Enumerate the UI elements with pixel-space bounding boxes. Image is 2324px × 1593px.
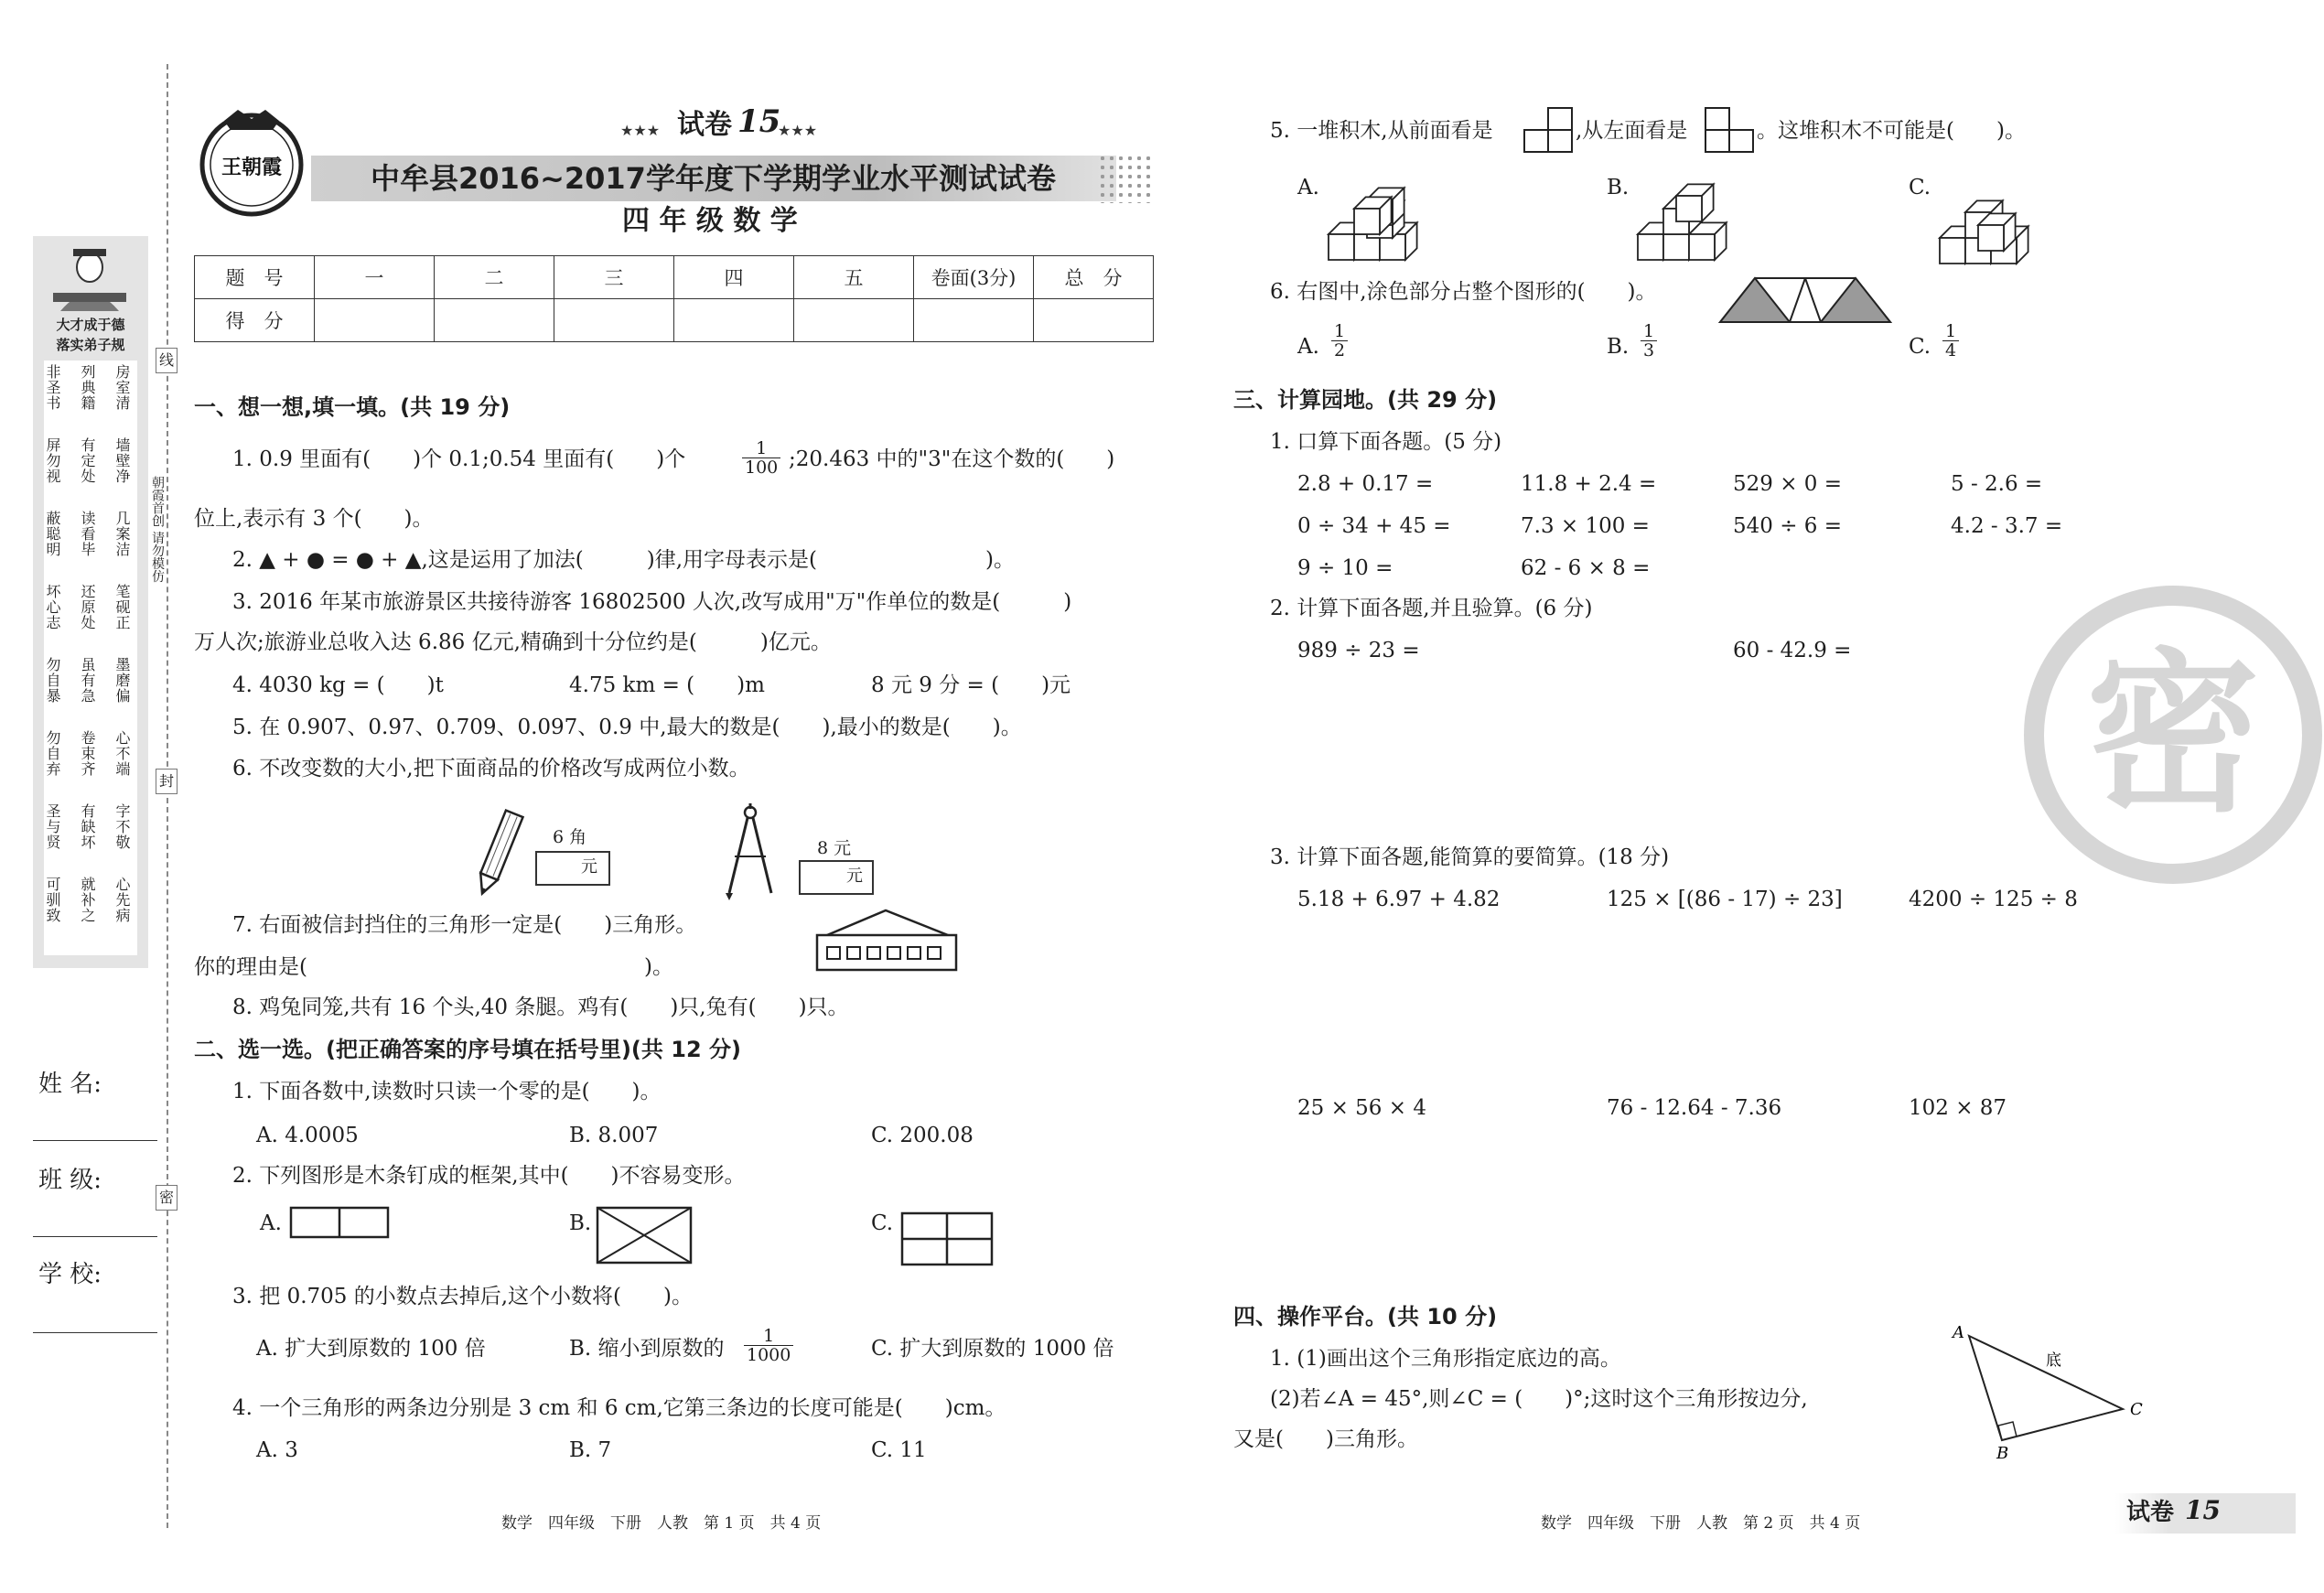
- motto-line-1: 大才成于德: [56, 317, 125, 333]
- cube-front: [1676, 196, 1702, 221]
- s4-q3: 又是( )三角形。: [1233, 1427, 1418, 1451]
- score-table: [194, 255, 1154, 342]
- scholar-illustration: [33, 240, 148, 313]
- calc-item: 76 - 12.64 - 7.36: [1607, 1096, 1782, 1120]
- trapezoid-figure: [1718, 274, 1894, 326]
- cube-front: [1978, 225, 2004, 251]
- name-line[interactable]: [33, 1140, 157, 1141]
- motto-phrase: 心不端: [113, 730, 131, 777]
- logo-text: 王朝霞: [221, 156, 283, 179]
- s1-q1b: ;20.463 中的"3"在这个数的( ): [789, 447, 1115, 471]
- section1-title: 一、想一想,填一填。(共 19 分): [194, 394, 511, 420]
- s1-q4a: 4. 4030 kg = ( )t: [232, 673, 444, 697]
- s1-q4c: 8 元 9 分 = ( )元: [871, 673, 1071, 697]
- school-line[interactable]: [33, 1332, 157, 1333]
- calc-item: 102 × 87: [1909, 1096, 2007, 1120]
- score-cell: 二: [435, 256, 554, 299]
- s2-q4-opt-a[interactable]: A. 3: [256, 1438, 298, 1462]
- score-input[interactable]: [1034, 299, 1154, 342]
- s2-q1-opt-c[interactable]: C. 200.08: [871, 1124, 974, 1147]
- frame-figure-a: [289, 1206, 392, 1241]
- oral-item: 540 ÷ 6 =: [1733, 514, 1843, 538]
- motto-phrase: 勿自暴: [44, 657, 61, 704]
- calc-item: 125 × [(86 - 17) ÷ 23]: [1607, 888, 1843, 911]
- motto-phrase: 墨磨偏: [113, 657, 131, 704]
- calc-item: 25 × 56 × 4: [1297, 1096, 1426, 1120]
- oral-item: 529 × 0 =: [1733, 472, 1843, 496]
- name-label: 姓 名:: [38, 1071, 102, 1098]
- price-unit-2: 元: [846, 866, 863, 886]
- score-input[interactable]: [315, 299, 435, 342]
- s2-q6-frac-a: $\frac{1}{2}$: [1329, 322, 1350, 360]
- motto-phrase: 蔽聪明: [44, 511, 61, 557]
- s2-q3: 3. 把 0.705 的小数点去掉后,这个小数将( )。: [232, 1285, 693, 1308]
- s2-q5b: ,从左面看是: [1576, 119, 1688, 143]
- s1-q2: 2. ▲ + ● = ● + ▲,这是运用了加法( )律,用字母表示是( )。: [232, 548, 1015, 572]
- score-cell: 卷面(3分): [914, 256, 1034, 299]
- s1-q3b: 万人次;旅游业总收入达 6.86 亿元,精确到十分位约是( )亿元。: [194, 630, 832, 654]
- score-cell: 四: [674, 256, 794, 299]
- s4-q2: (2)若∠A = 45°,则∠C = ( )°;这时这个三角形按边分,: [1270, 1387, 1808, 1411]
- s1-q1a: 1. 0.9 里面有( )个 0.1;0.54 里面有( )个: [232, 447, 686, 471]
- motto-phrase: 勿自弃: [44, 730, 61, 777]
- score-cell: 总 分: [1034, 256, 1154, 299]
- cube-front: [1354, 209, 1380, 234]
- seal-mark-3: 密: [156, 1185, 178, 1211]
- motto-phrase: 还原处: [79, 584, 96, 630]
- front-view-figure: [1522, 106, 1576, 154]
- s2-q1-opt-b[interactable]: B. 8.007: [569, 1124, 659, 1147]
- s1-q7a: 7. 右面被信封挡住的三角形一定是( )三角形。: [232, 913, 697, 937]
- score-cell: 题 号: [195, 256, 315, 299]
- motto-phrase: 墙壁净: [113, 437, 131, 484]
- verify-item: 60 - 42.9 =: [1733, 639, 1852, 662]
- s2-q1: 1. 下面各数中,读数时只读一个零的是( )。: [232, 1080, 662, 1103]
- motto-phrase: 可驯致: [44, 877, 61, 923]
- subject-title: 四 年 级 数 学: [622, 205, 798, 237]
- notice-text: 朝霞首创 请勿模仿: [150, 476, 165, 583]
- oral-item: 0 ÷ 34 + 45 =: [1297, 514, 1451, 538]
- s1-q7b: 你的理由是( )。: [194, 955, 673, 979]
- base-label: 底: [2046, 1351, 2061, 1370]
- motto-phrase: 有缺坏: [79, 803, 96, 850]
- title-banner-dots: [1098, 154, 1153, 203]
- s1-q6: 6. 不改变数的大小,把下面商品的价格改写成两位小数。: [232, 757, 750, 780]
- s3-p3: 3. 计算下面各题,能简算的要简算。(18 分): [1270, 845, 1670, 869]
- s2-q1-opt-a[interactable]: A. 4.0005: [256, 1124, 359, 1147]
- cube-front: [1689, 234, 1715, 260]
- frame-figure-b: [596, 1206, 694, 1266]
- s2-q3-opt-c[interactable]: C. 扩大到原数的 1000 倍: [871, 1337, 1114, 1361]
- section3-title: 三、计算园地。(共 29 分): [1233, 387, 1498, 413]
- motto-phrase: 有定处: [79, 437, 96, 484]
- motto-phrase: 几案洁: [113, 511, 131, 557]
- motto-phrase: 字不敬: [113, 803, 131, 850]
- footer-badge-label: 试卷: [2126, 1499, 2175, 1526]
- s2-q2-opt-a[interactable]: A.: [260, 1211, 282, 1235]
- page-title: 中牟县2016~2017学年度下学期学业水平测试试卷: [371, 161, 1056, 196]
- calc-item: 5.18 + 6.97 + 4.82: [1297, 888, 1501, 911]
- s3-p1: 1. 口算下面各题。(5 分): [1270, 430, 1502, 454]
- s1-q1c: 位上,表示有 3 个( )。: [194, 507, 434, 531]
- s2-q2: 2. 下列图形是木条钉成的框架,其中( )不容易变形。: [232, 1164, 746, 1188]
- stars-left: ★★★: [620, 122, 661, 139]
- s2-q6-frac-b: $\frac{1}{3}$: [1638, 322, 1660, 360]
- s2-q4-opt-c[interactable]: C. 11: [871, 1438, 927, 1462]
- frame-figure-c: [900, 1211, 995, 1268]
- oral-item: 9 ÷ 10 =: [1297, 556, 1393, 580]
- motto-phrase: 读看毕: [79, 511, 96, 557]
- logo-emblem: [192, 102, 311, 221]
- s1-q3a: 3. 2016 年某市旅游景区共接待游客 16802500 人次,改写成用"万"作单位的数是( ): [232, 590, 1072, 614]
- s2-q6-opt-b[interactable]: B.: [1607, 335, 1630, 359]
- cube-front: [1940, 238, 1965, 264]
- school-label: 学 校:: [38, 1261, 102, 1288]
- left-view-figure: [1704, 106, 1757, 154]
- s2-q5-opt-c[interactable]: C.: [1909, 176, 1931, 199]
- motto-phrase: 笔砚正: [113, 584, 131, 630]
- blocks-figure-a: [1325, 176, 1435, 267]
- motto-panel: [33, 236, 148, 968]
- s4-q1: 1. (1)画出这个三角形指定底边的高。: [1270, 1347, 1621, 1371]
- cube-front: [1663, 234, 1689, 260]
- verify-item: 989 ÷ 23 =: [1297, 639, 1420, 662]
- s2-q5-opt-b[interactable]: B.: [1607, 176, 1630, 199]
- s2-q6: 6. 右图中,涂色部分占整个图形的( )。: [1270, 280, 1657, 304]
- motto-phrase: 屏勿视: [44, 437, 61, 484]
- paper-label: 试卷: [677, 109, 732, 141]
- paper-number: 15: [737, 103, 781, 140]
- watermark-text: 密: [2085, 633, 2261, 835]
- binding-line: [167, 64, 168, 1528]
- motto-phrase: 虽有急: [79, 657, 96, 704]
- price-label-2: 8 元: [817, 838, 852, 858]
- vertex-a-label: A: [1953, 1323, 1964, 1342]
- score-input[interactable]: [914, 299, 1034, 342]
- s2-q3-opt-b[interactable]: B. 缩小到原数的: [569, 1337, 725, 1361]
- footer-right: 数学 四年级 下册 人教 第 2 页 共 4 页: [1541, 1514, 1861, 1533]
- motto-phrase: 房室清: [113, 364, 131, 411]
- motto-phrase: 非圣书: [44, 364, 61, 411]
- section2-title: 二、选一选。(把正确答案的序号填在括号里)(共 12 分): [194, 1037, 741, 1062]
- footer-badge-number: 15: [2185, 1495, 2221, 1525]
- s2-q3-fraction: $\frac{1}{1000}$: [741, 1327, 796, 1364]
- s1-q1-fraction: $\frac{1}{100}$: [739, 439, 783, 477]
- blocks-figure-c: [1936, 183, 2046, 271]
- vertex-b-label: B: [1996, 1444, 2009, 1463]
- score-cell: 三: [554, 256, 674, 299]
- s2-q2-opt-b[interactable]: B.: [569, 1211, 592, 1235]
- price-unit-1: 元: [581, 857, 597, 877]
- s1-q5: 5. 在 0.907、0.97、0.709、0.097、0.9 中,最大的数是( ),最小的数是( )。: [232, 716, 1022, 739]
- class-line[interactable]: [33, 1236, 157, 1237]
- oral-item: 11.8 + 2.4 =: [1521, 472, 1657, 496]
- s2-q6-opt-a[interactable]: A.: [1297, 335, 1319, 359]
- pencil-icon: [462, 805, 535, 901]
- price-box-1[interactable]: [535, 851, 610, 886]
- class-label: 班 级:: [38, 1167, 102, 1194]
- score-cell: 五: [794, 256, 914, 299]
- motto-line-2: 落实弟子规: [56, 337, 125, 353]
- s2-q6-frac-c: $\frac{1}{4}$: [1940, 322, 1962, 360]
- price-label-1: 6 角: [553, 827, 587, 847]
- cube-front: [1638, 234, 1663, 260]
- score-cell: 得 分: [195, 299, 315, 342]
- compass-icon: [718, 802, 782, 902]
- blocks-figure-b: [1634, 176, 1744, 267]
- motto-phrase: 心先病: [113, 877, 131, 923]
- score-input[interactable]: [435, 299, 554, 342]
- score-input[interactable]: [554, 299, 674, 342]
- motto-phrase: 就补之: [79, 877, 96, 923]
- s2-q4-opt-b[interactable]: B. 7: [569, 1438, 612, 1462]
- motto-phrase: 卷束齐: [79, 730, 96, 777]
- triangle-figure: [1945, 1323, 2143, 1463]
- motto-phrase: 列典籍: [79, 364, 96, 411]
- s2-q5c: 。这堆积木不可能是( )。: [1757, 119, 2026, 143]
- score-header-row: [195, 256, 1154, 299]
- s2-q3-opt-a[interactable]: A. 扩大到原数的 100 倍: [256, 1337, 486, 1361]
- footer-left: 数学 四年级 下册 人教 第 1 页 共 4 页: [501, 1514, 822, 1533]
- secret-watermark-icon: [2022, 584, 2324, 886]
- s2-q5a: 5. 一堆积木,从前面看是: [1270, 119, 1493, 143]
- s2-q5-opt-a[interactable]: A.: [1297, 176, 1319, 199]
- score-input[interactable]: [794, 299, 914, 342]
- score-cell: 一: [315, 256, 435, 299]
- oral-item: 7.3 × 100 =: [1521, 514, 1650, 538]
- score-input[interactable]: [674, 299, 794, 342]
- s1-q4b: 4.75 km = ( )m: [569, 673, 765, 697]
- motto-phrase: 圣与贤: [44, 803, 61, 850]
- s2-q2-opt-c[interactable]: C.: [871, 1211, 894, 1235]
- seal-mark-2: 封: [156, 769, 178, 794]
- cube-front: [1329, 234, 1354, 260]
- vertex-c-label: C: [2130, 1400, 2143, 1419]
- score-value-row: [195, 299, 1154, 342]
- motto-phrase: 坏心志: [44, 584, 61, 630]
- oral-item: 4.2 - 3.7 =: [1951, 514, 2063, 538]
- s2-q6-opt-c[interactable]: C.: [1909, 335, 1931, 359]
- envelope-triangle-figure: [814, 908, 961, 981]
- oral-item: 2.8 + 0.17 =: [1297, 472, 1434, 496]
- s3-p2: 2. 计算下面各题,并且验算。(6 分): [1270, 597, 1593, 620]
- section4-title: 四、操作平台。(共 10 分): [1233, 1304, 1498, 1329]
- stars-right: ★★★: [778, 122, 818, 139]
- s1-q8: 8. 鸡兔同笼,共有 16 个头,40 条腿。鸡有( )只,兔有( )只。: [232, 996, 849, 1019]
- calc-item: 4200 ÷ 125 ÷ 8: [1909, 888, 2078, 911]
- oral-item: 62 - 6 × 8 =: [1521, 556, 1651, 580]
- seal-mark-1: 线: [156, 348, 178, 373]
- oral-item: 5 - 2.6 =: [1951, 472, 2043, 496]
- s2-q4: 4. 一个三角形的两条边分别是 3 cm 和 6 cm,它第三条边的长度可能是( )cm。: [232, 1396, 1006, 1420]
